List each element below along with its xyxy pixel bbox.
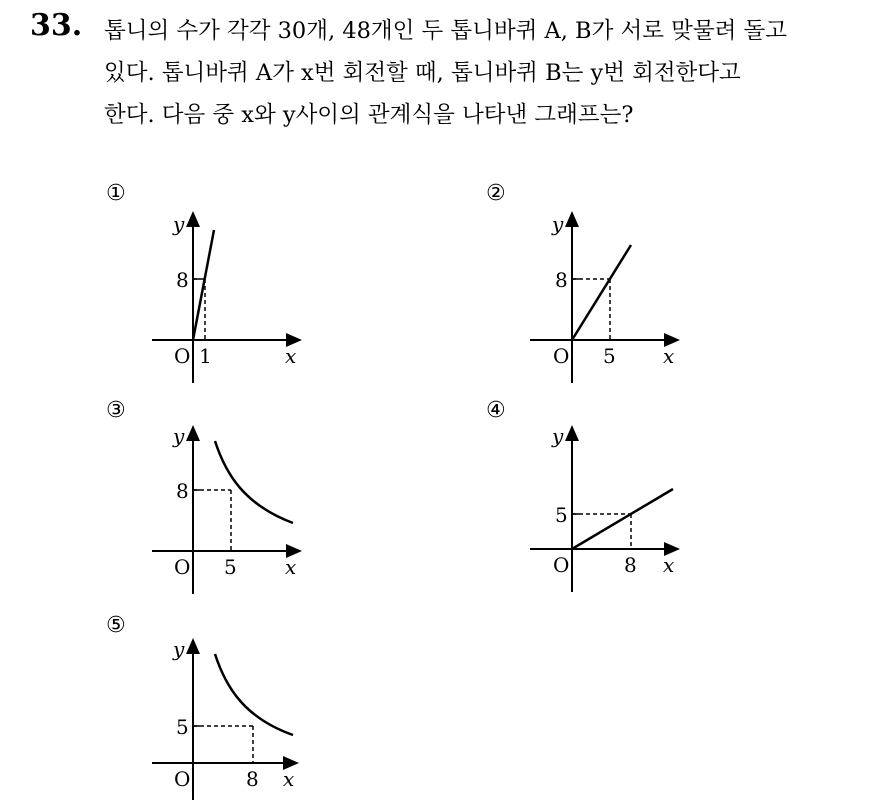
question-line-3: 한다. 다음 중 x와 y사이의 관계식을 나타낸 그래프는?: [104, 102, 634, 128]
option-4-x-label: x: [663, 553, 675, 577]
option-5-marker: ⑤: [106, 613, 126, 638]
option-4-marker: ④: [486, 398, 506, 423]
option-3-x-label: x: [285, 555, 297, 579]
option-4-y-tick: 5: [555, 503, 568, 527]
option-2-x-label: x: [663, 344, 675, 368]
option-1-origin: O: [174, 344, 191, 368]
option-4-y-label: y: [552, 424, 564, 448]
option-2-marker: ②: [486, 181, 506, 206]
option-2-origin: O: [553, 344, 570, 368]
option-3-y-tick: 8: [176, 479, 189, 503]
option-3-y-label: y: [173, 424, 185, 448]
option-5-origin: O: [174, 767, 191, 791]
option-5-x-tick: 8: [246, 767, 259, 791]
option-5-y-tick: 5: [176, 715, 189, 739]
option-1-marker: ①: [106, 181, 126, 206]
option-4-origin: O: [553, 553, 570, 577]
option-4-x-tick: 8: [624, 553, 637, 577]
option-1-y-label: y: [173, 212, 185, 236]
option-2-x-tick: 5: [603, 344, 616, 368]
option-1-x-tick: 1: [199, 344, 212, 368]
option-3-origin: O: [174, 555, 191, 579]
option-2-y-label: y: [552, 212, 564, 236]
option-2-y-tick: 8: [555, 268, 568, 292]
question-line-2: 있다. 톱니바퀴 A가 x번 회전할 때, 톱니바퀴 B는 y번 회전한다고: [104, 60, 741, 86]
question-number: 33.: [30, 8, 83, 43]
option-1-y-tick: 8: [176, 268, 189, 292]
option-3-x-tick: 5: [224, 555, 237, 579]
option-5-x-label: x: [283, 767, 295, 791]
option-3-marker: ③: [106, 398, 126, 423]
option-1-x-label: x: [285, 344, 297, 368]
option-5-y-label: y: [173, 637, 185, 661]
question-line-1: 톱니의 수가 각각 30개, 48개인 두 톱니바퀴 A, B가 서로 맞물려 돌고: [104, 18, 787, 44]
